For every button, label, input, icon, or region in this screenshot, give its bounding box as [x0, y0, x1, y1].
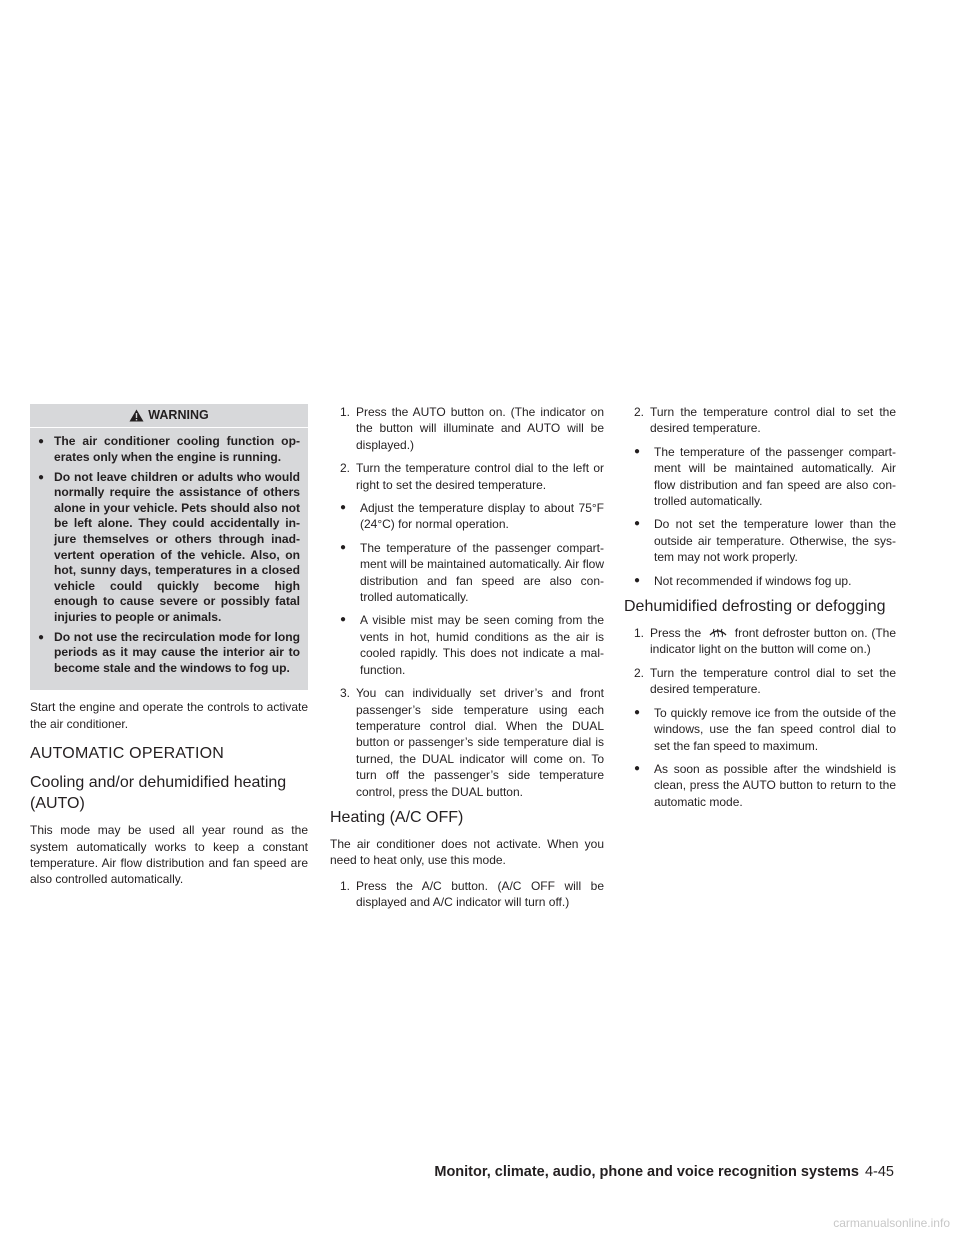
step-number: 1.	[340, 405, 351, 419]
step-text: Press the A/C button. (A/C OFF will be displayed and A/C indicator will turn off.)	[356, 878, 604, 910]
section-heading-automatic: AUTOMATIC OPERATION	[30, 745, 225, 763]
defog-step-1	[624, 625, 896, 658]
footer-section-title: Monitor, climate, audio, phone and voice recognition systems	[434, 1164, 859, 1180]
auto-step-1	[330, 404, 604, 453]
step-text: Press the AUTO button on. (The indicator on the button will illuminate and AUTO will be displayed.)	[356, 405, 604, 452]
step-number: 2.	[340, 461, 351, 476]
step-number: 2.	[634, 665, 645, 680]
step-text: You can individually set driver’s and front passenger’s side temperature using each temperature control dial. When the DUAL button or passenger’s side temperature dial is turned, the DUAL indicator will come on. To turn off the passenger’s side temperature control, press the DUAL button.	[356, 686, 604, 799]
warning-triangle-icon	[129, 409, 144, 422]
heating-bullet-3	[624, 573, 896, 589]
warning-item: ● Do not use the recirculation mode for long periods as it may cause the interior air to become stale and the windows to fog up.	[38, 630, 300, 677]
heating-bullet-2	[624, 516, 896, 565]
bullet-glyph: ●	[340, 614, 347, 626]
intro-paragraph: Start the engine and operate the controls to activate the air conditioner.	[30, 700, 308, 731]
subheading-defog: Dehumidified defrosting or defogging	[624, 598, 886, 616]
auto-bullet-3	[330, 612, 604, 678]
warning-item: ● Do not leave children or adults who would normally require the assistance of others alone in your vehicle. Pets should also not be left alone. They could accidentally in- jure themselves or others through inad- vertent operation of the vehicle. Also, on hot, sunny days, temperatures in a closed vehicle could quickly become high enough to cause severe or possibly fatal injuries to people or animals.	[38, 470, 300, 626]
step-text-pre: Press the	[650, 626, 702, 641]
bullet-glyph: ●	[340, 502, 347, 514]
bullet-glyph: ●	[634, 445, 641, 457]
page-number: 4-45	[864, 1164, 894, 1180]
step-number: 1.	[634, 626, 645, 641]
auto-bullet-2	[330, 540, 604, 606]
warning-list	[38, 434, 300, 676]
auto-step-2	[330, 460, 604, 493]
auto-bullet-1	[330, 500, 604, 533]
step-number: 3.	[340, 686, 351, 701]
bullet-text: To quickly remove ice from the outside of the windows, use the fan speed control dial to set the fan speed to maximum.	[654, 705, 896, 753]
bullet-text: Not recommended if windows fog up.	[654, 573, 852, 588]
defog-step-2	[624, 665, 896, 698]
heating-step-2	[624, 404, 896, 437]
step-text: Turn the temperature control dial to set the desired temperature.	[650, 665, 896, 697]
page-footer	[300, 1164, 894, 1180]
watermark: carmanualsonline.info	[833, 1216, 950, 1230]
step-text: Turn the temperature control dial to the left or right to set the desired temperature.	[356, 461, 604, 492]
step-number: 1.	[340, 878, 351, 893]
step-text: Turn the temperature control dial to set the desired temperature.	[650, 405, 896, 436]
warning-title: WARNING	[148, 408, 209, 422]
bullet-text: Adjust the temperature display to about 75°F (24°C) for normal operation.	[360, 501, 604, 532]
bullet-text: As soon as possible after the windshield is clean, press the AUTO button to return to the automatic mode.	[654, 761, 896, 809]
bullet-glyph: ●	[340, 541, 347, 553]
bullet-text: The temperature of the passenger compart- ment will be maintained automatically. Air flow distribution and fan speed are also con- trolled automatically.	[654, 444, 896, 509]
heating-step-1	[330, 878, 604, 911]
bullet-text: The temperature of the passenger compart- ment will be maintained automatically. Air flow distribution and fan speed are also con- trolled automatically.	[360, 540, 604, 605]
front-defroster-icon	[708, 625, 728, 639]
bullet-glyph: ●	[634, 706, 641, 718]
step-number: 2.	[634, 405, 645, 419]
defog-bullet-1	[624, 705, 896, 754]
subheading-heating: Heating (A/C OFF)	[330, 808, 464, 826]
auto-step-3	[330, 685, 604, 800]
column-2	[330, 404, 604, 918]
heating-bullet-1	[624, 444, 896, 510]
defog-bullet-2	[624, 761, 896, 810]
step-text-post: front defroster button on. (The indicator light on the button will come on.)	[650, 626, 896, 657]
bullet-text: Do not set the temperature lower than the outside air temperature. Otherwise, the sys- tem may not work properly.	[654, 517, 896, 565]
warning-item: ● The air conditioner cooling function op- erates only when the engine is running.	[38, 434, 300, 465]
column-1	[30, 404, 308, 897]
bullet-glyph: ●	[634, 574, 641, 586]
warning-box	[30, 404, 308, 690]
bullet-glyph: ●	[634, 518, 641, 530]
step-text	[650, 625, 896, 658]
bullet-text: A visible mist may be seen coming from the vents in hot, humid conditions as the air is cooled rapidly. This does not indicate a mal- function.	[360, 613, 604, 677]
auto-body: This mode may be used all year round as the system automatically works to keep a constant temperature. Air flow distribution and fan speed are also controlled automatically.	[30, 823, 308, 887]
column-3	[624, 404, 896, 817]
subheading-cooling: Cooling and/or dehumidified heating (AUTO)	[30, 774, 287, 813]
heating-body: The air conditioner does not activate. When you need to heat only, use this mode.	[330, 836, 604, 868]
bullet-glyph: ●	[634, 762, 641, 774]
warning-header	[30, 404, 308, 428]
